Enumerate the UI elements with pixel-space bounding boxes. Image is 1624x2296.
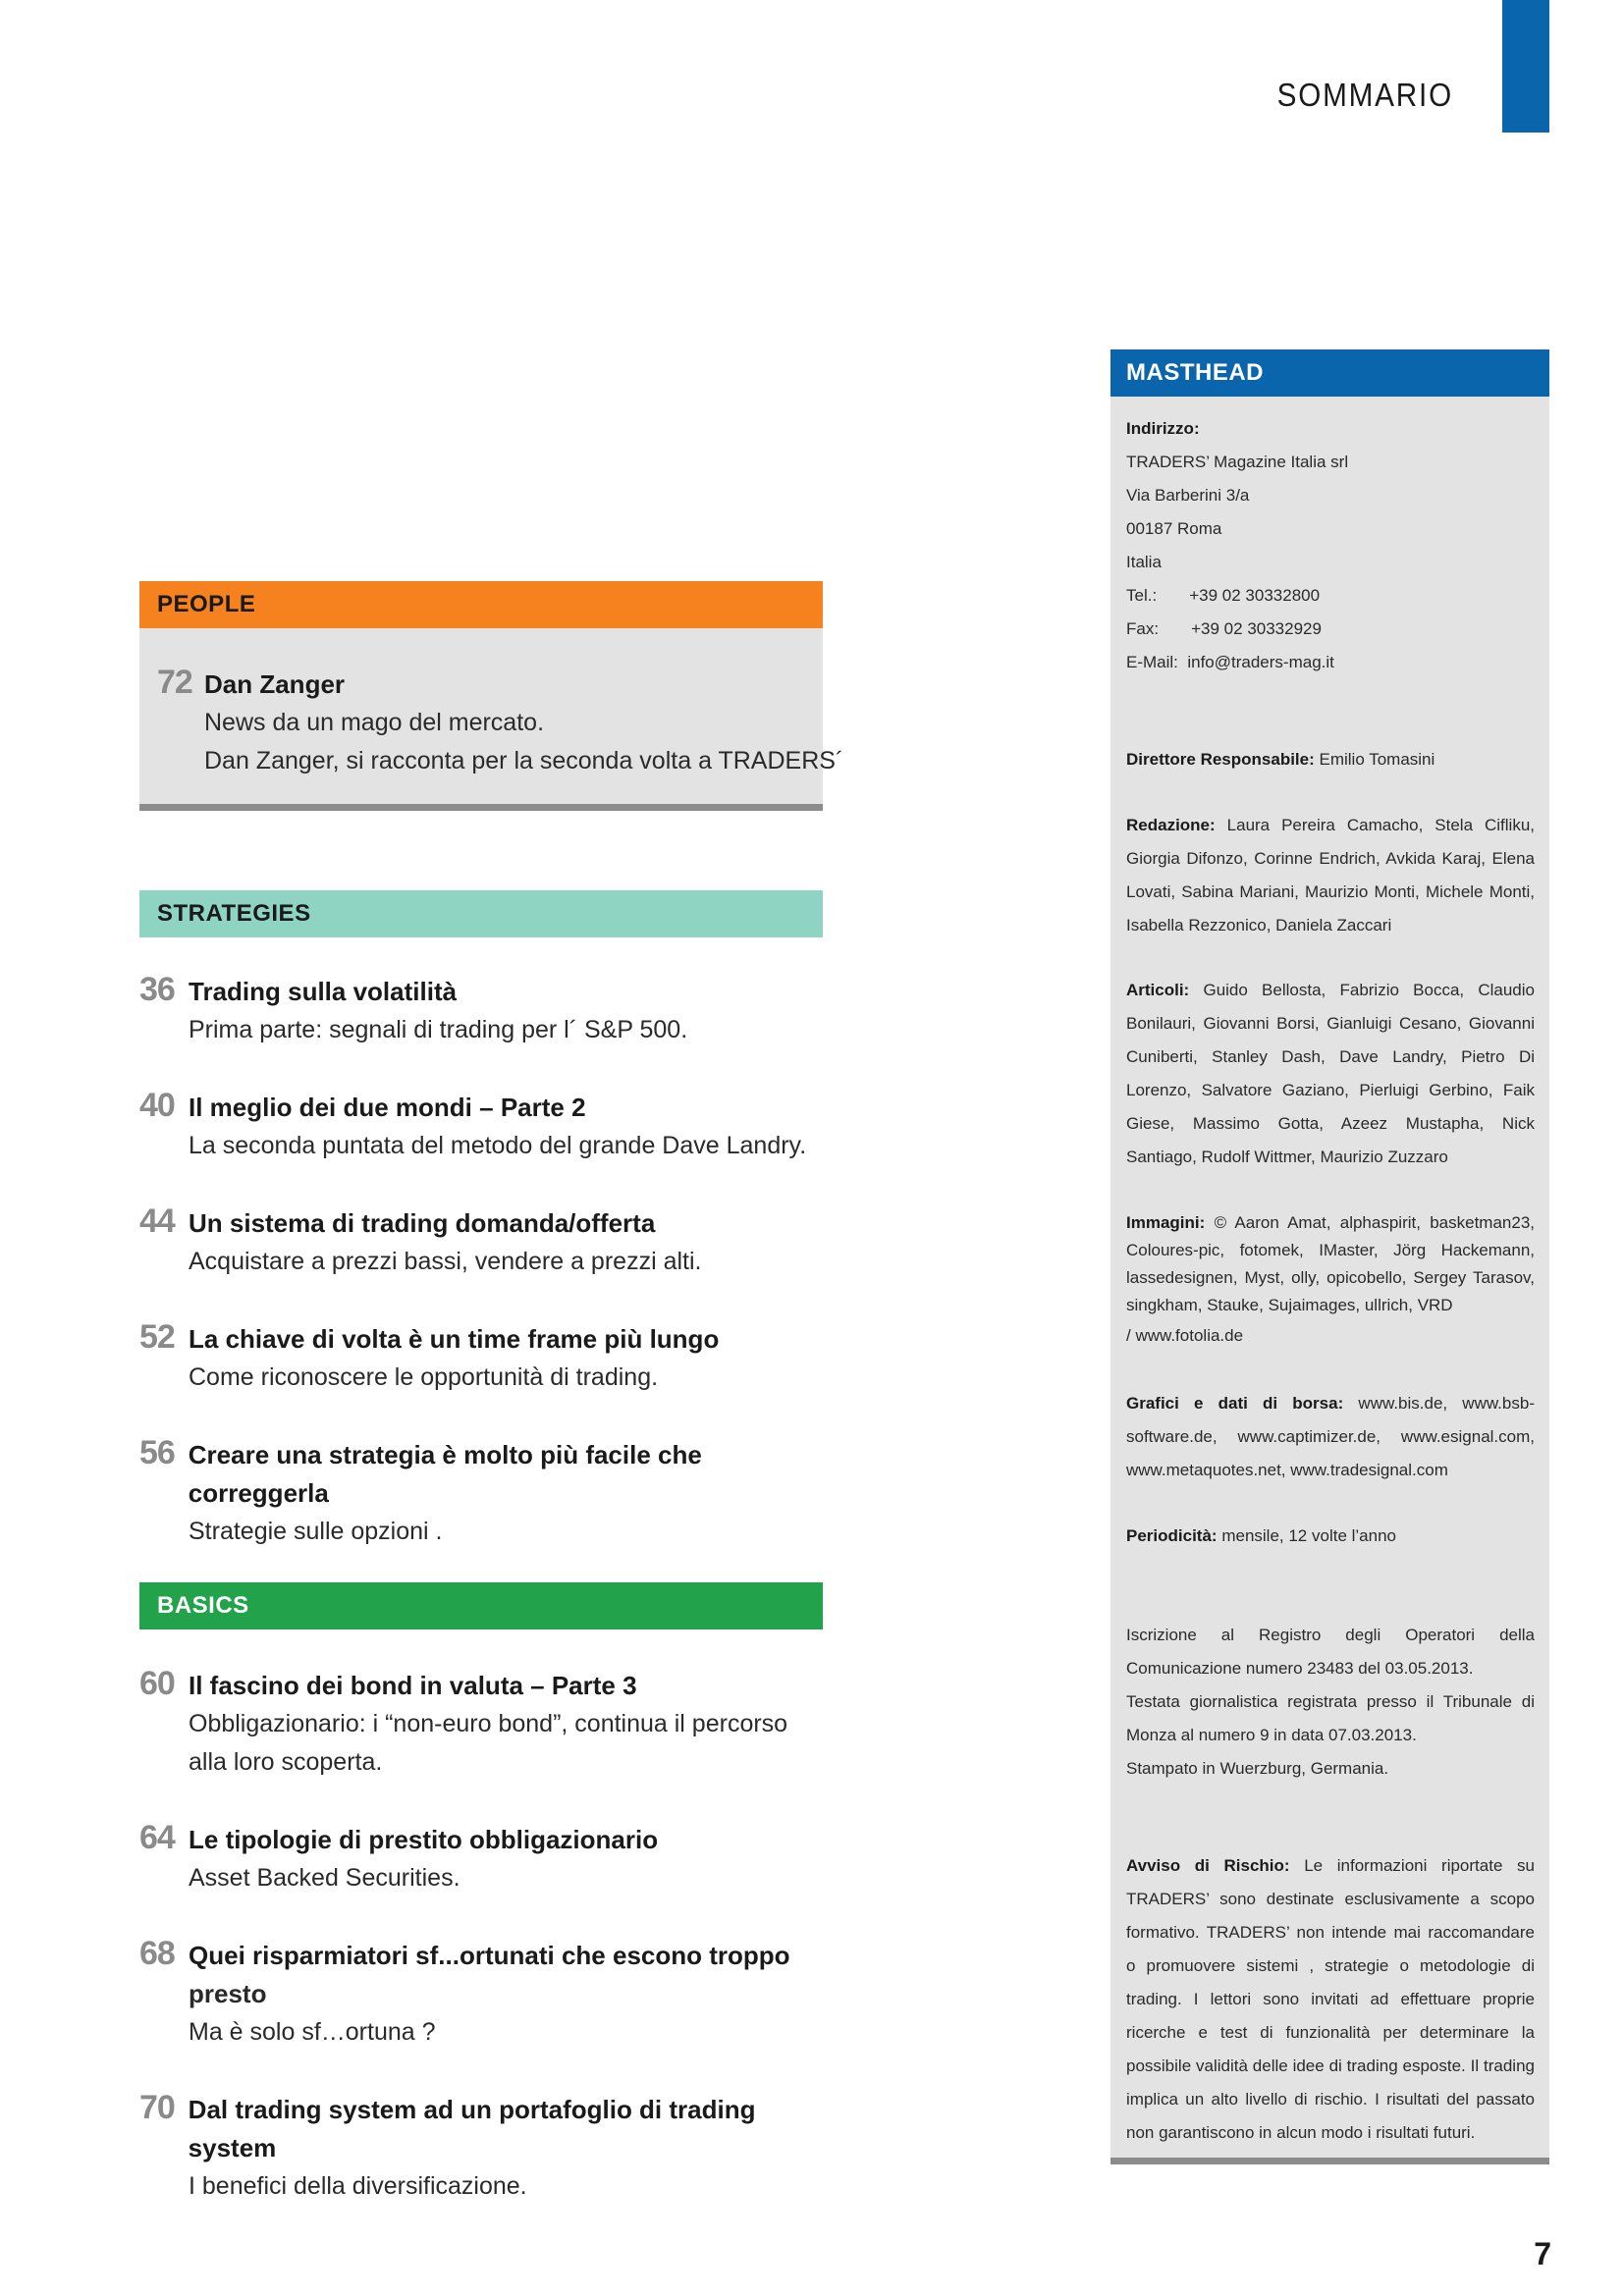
toc-title: La chiave di volta è un time frame più lungo [189,1324,720,1354]
toc-page-number: 40 [139,1087,175,1124]
toc-page-number: 52 [139,1318,175,1356]
articoli-value: Guido Bellosta, Fabrizio Bocca, Claudio Bonilauri, Giovanni Borsi, Gianluigi Cesano, Giovanni Cuniberti, Stanley Dash, Dave Landry, Pietro Di Lorenzo, Salvatore Gaziano, Pierluigi Gerbino, Faik Giese, Massimo Gotta, Azeez Mustapha, Nick Santiago, Rudolf Wittmer, Maurizio Zuzzaro [1126,981,1535,1166]
toc-item-70[interactable] [139,2089,846,2206]
toc-page-number: 72 [157,664,192,701]
masthead-immagini [1126,1209,1535,1353]
toc-title: Creare una strategia è molto più facile che correggerla [188,1440,702,1508]
fax: Fax: +39 02 30332929 [1126,619,1322,638]
redazione-label: Redazione: [1126,816,1216,834]
toc-subtitle: I benefici della diversificazione. [189,2172,527,2200]
masthead-address [1126,412,1535,679]
toc-item-68[interactable] [139,1935,846,2052]
toc-item-44[interactable] [139,1202,846,1281]
toc-subtitle: alla loro scoperta. [189,1748,383,1776]
immagini-label: Immagini: [1126,1213,1206,1232]
masthead-header: MASTHEAD [1110,349,1549,397]
toc-title: Quei risparmiatori sf...ortunati che escono troppo [189,1941,790,1970]
toc-title: Trading sulla volatilità [189,977,458,1006]
periodicita-label: Periodicità: [1126,1526,1218,1545]
toc-item-72[interactable] [157,664,864,780]
toc-subtitle: Strategie sulle opzioni . [189,1518,443,1545]
toc-item-64[interactable] [139,1819,846,1897]
toc-item-60[interactable] [139,1665,846,1782]
section-header-basics: BASICS [139,1582,823,1629]
avviso-label: Avviso di Rischio: [1126,1856,1290,1875]
page-number: 7 [1534,2236,1551,2271]
grafici-label: Grafici e dati di borsa: [1126,1394,1344,1413]
toc-page-number: 68 [139,1935,175,1972]
toc-subtitle: Prima parte: segnali di trading per l´ S&P 500. [189,1016,688,1043]
registro-text: Iscrizione al Registro degli Operatori della Comunicazione numero 23483 del 03.05.2013. [1126,1626,1535,1678]
masthead-avviso [1126,1849,1535,2150]
toc-page-number: 44 [139,1202,175,1240]
toc-page-number: 64 [139,1819,175,1856]
toc-subtitle: Ma è solo sf…ortuna ? [189,2018,436,2046]
immagini-value: © Aaron Amat, alphaspirit, basketman23, Coloures-pic, fotomek, IMaster, Jörg Hackemann, lassedesignen, Myst, olly, opicobello, Sergey Tarasov, singkham, Stauke, Sujaimages, ullrich, VRD [1126,1213,1535,1314]
toc-title: Dan Zanger [204,669,346,699]
testata-text: Testata giornalistica registrata presso il Tribunale di Monza al numero 9 in data 07.03.2013. [1126,1692,1535,1744]
masthead-periodicita [1126,1520,1535,1553]
toc-item-56[interactable] [139,1434,846,1551]
toc-item-36[interactable] [139,971,846,1049]
toc-title: Dal trading system ad un portafoglio di trading system [188,2095,756,2163]
address-line: 00187 Roma [1126,519,1222,538]
toc-subtitle: News da un mago del mercato. [204,709,545,736]
address-label: Indirizzo: [1126,419,1200,438]
periodicita-value: mensile, 12 volte l’anno [1221,1526,1396,1545]
telephone: Tel.: +39 02 30332800 [1126,586,1321,605]
toc-subtitle: La seconda puntata del metodo del grande Dave Landry. [189,1132,807,1159]
masthead-direttore [1126,743,1535,776]
toc-title-continued: presto [189,1979,267,2008]
page-title: SOMMARIO [1276,77,1453,113]
toc-item-52[interactable] [139,1318,846,1397]
masthead-redazione [1126,809,1535,942]
toc-subtitle: Dan Zanger, si racconta per la seconda volta a TRADERS´ [204,747,844,774]
grafici-value: www.bis.de, www.bsb-software.de, www.captimizer.de, www.esignal.com, www.metaquotes.net, www.tradesignal.com [1126,1394,1535,1479]
toc-subtitle: Asset Backed Securities. [189,1864,460,1892]
masthead-legal [1126,1619,1535,1786]
masthead-articoli [1126,974,1535,1174]
toc-page-number: 36 [139,971,175,1008]
masthead-grafici [1126,1387,1535,1487]
toc-title: Il meglio dei due mondi – Parte 2 [189,1093,586,1122]
immagini-source: / www.fotolia.de [1126,1326,1244,1345]
articoli-label: Articoli: [1126,981,1190,999]
stampato-text: Stampato in Wuerzburg, Germania. [1126,1759,1389,1778]
email-link[interactable]: E-Mail: info@traders-mag.it [1126,653,1334,671]
redazione-value: Laura Pereira Camacho, Stela Cifliku, Giorgia Difonzo, Corinne Endrich, Avkida Karaj, Elena Lovati, Sabina Mariani, Maurizio Monti, Michele Monti, Isabella Rezzonico, Daniela Zaccari [1126,816,1535,934]
section-header-people: PEOPLE [139,581,823,628]
address-line: TRADERS’ Magazine Italia srl [1126,453,1349,471]
address-line: Via Barberini 3/a [1126,486,1250,505]
toc-title: Il fascino dei bond in valuta – Parte 3 [189,1671,637,1700]
toc-page-number: 70 [139,2089,175,2126]
avviso-value: Le informazioni riportate su TRADERS’ sono destinate esclusivamente a scopo formativo. TRADERS’ non intende mai raccomandare o promuovere sistemi , strategie o metodologie di trading. I lettori sono invitati ad effettuare proprie ricerche e test di funzionalità per determinare la possibile validità delle idee di trading esposte. Il trading implica un alto livello di rischio. I risultati del passato non garantiscono in alcun modo i risultati futuri. [1126,1856,1535,2142]
direttore-label: Direttore Responsabile: [1126,750,1315,769]
toc-title: Un sistema di trading domanda/offerta [189,1208,656,1238]
direttore-value: Emilio Tomasini [1319,750,1435,769]
toc-page-number: 56 [139,1434,175,1471]
toc-title: Le tipologie di prestito obbligazionario [189,1825,659,1854]
toc-subtitle: Obbligazionario: i “non-euro bond”, continua il percorso [189,1710,788,1737]
toc-page-number: 60 [139,1665,175,1702]
toc-subtitle: Come riconoscere le opportunità di trading. [189,1363,659,1391]
toc-subtitle: Acquistare a prezzi bassi, vendere a prezzi alti. [189,1248,702,1275]
address-line: Italia [1126,553,1162,571]
header-accent-bar [1502,0,1549,133]
toc-item-40[interactable] [139,1087,846,1165]
section-header-strategies: STRATEGIES [139,890,823,937]
